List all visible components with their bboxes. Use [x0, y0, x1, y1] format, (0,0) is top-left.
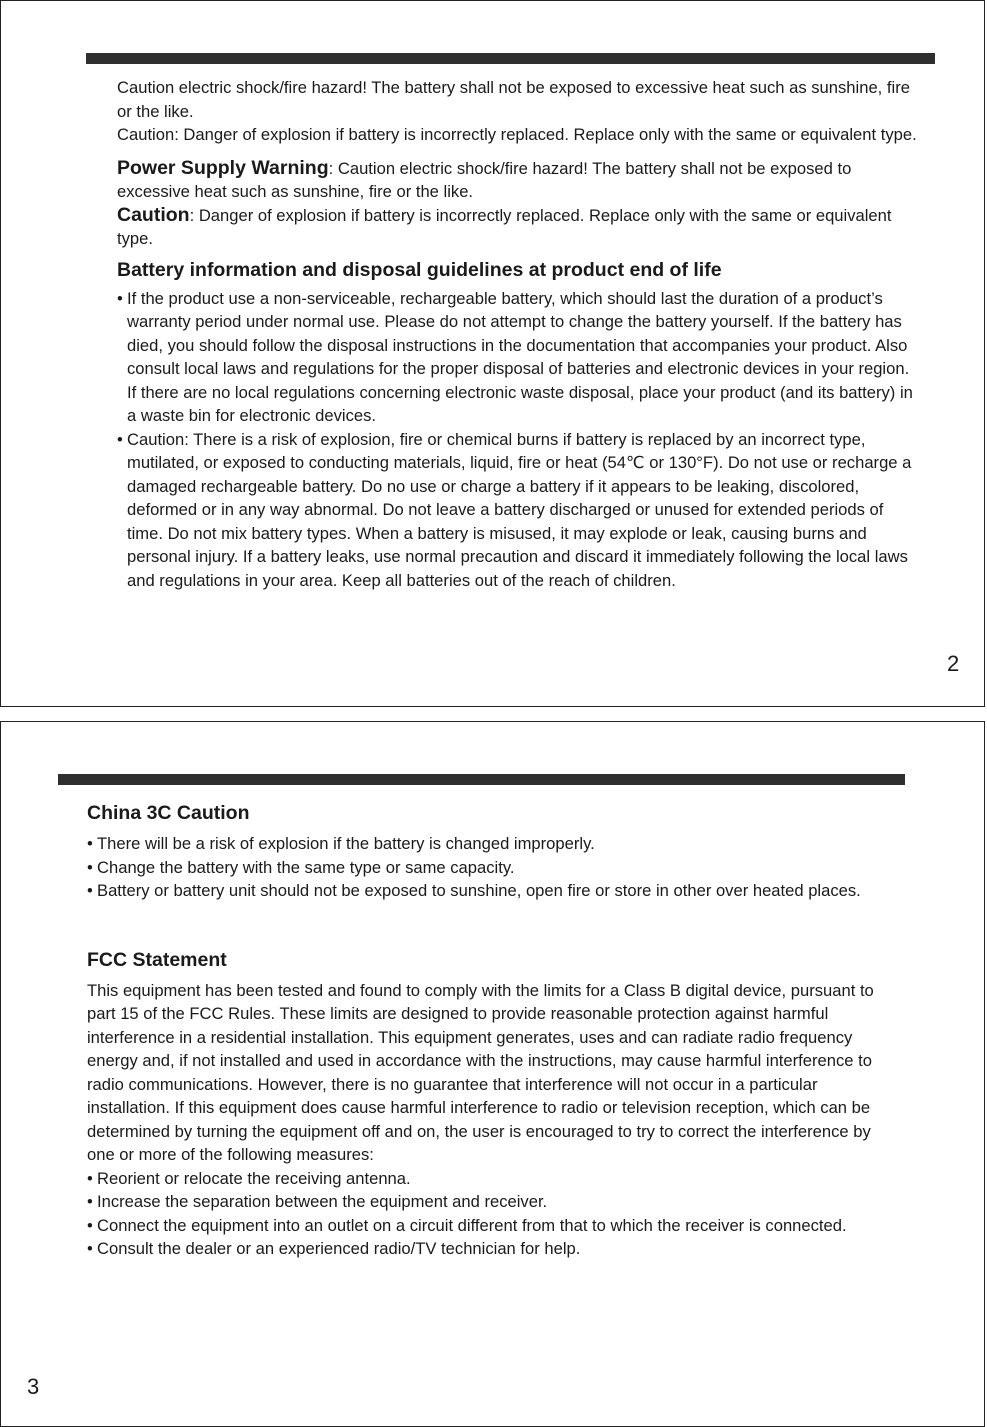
page-3-content: [87, 800, 902, 1261]
page-number: 3: [27, 1374, 40, 1399]
fcc-bullet: • Connect the equipment into an outlet on a circuit different from that to which the receiver is connected.: [87, 1214, 902, 1238]
caution-explosion-paragraph: Caution: Danger of explosion if battery is incorrectly replaced. Replace only with the same or equivalent type.: [117, 125, 917, 144]
china-bullet: • Change the battery with the same type or same capacity.: [87, 856, 902, 880]
power-supply-warning-text: Caution electric shock/fire hazard! The battery shall not be exposed to excessive heat such as sunshine, fire or the like.: [117, 158, 852, 201]
caution-shock-paragraph: Caution electric shock/fire hazard! The battery shall not be exposed to excessive heat such as sunshine, fire or the like.: [117, 78, 910, 121]
fcc-bullet: • Reorient or relocate the receiving antenna.: [87, 1167, 902, 1191]
manual-page-3: [0, 721, 985, 1427]
china-bullet: • There will be a risk of explosion if the battery is changed improperly.: [87, 832, 902, 856]
power-supply-warning-label: Power Supply Warning: [117, 156, 329, 179]
fcc-bullet: • Consult the dealer or an experienced radio/TV technician for help.: [87, 1237, 902, 1261]
caution-bold-text: Danger of explosion if battery is incorrectly replaced. Replace only with the same or equivalent type.: [117, 205, 892, 248]
fcc-heading: FCC Statement: [87, 948, 227, 971]
caution-bold-label: Caution: [117, 203, 190, 226]
china-bullet: • Battery or battery unit should not be exposed to sunshine, open fire or store in other over heated places.: [87, 879, 902, 903]
caution-bold-paragraph: [117, 204, 917, 251]
header-rule: [58, 774, 905, 785]
battery-bullet: • If the product use a non-serviceable, rechargeable battery, which should last the duration of a product’s warranty period under normal use. Please do not attempt to change the battery yourself. If the battery has died, you should follow the disposal instructions in the documentation that accompanies your product. Also consult local laws and regulations for the proper disposal of batteries and electronic devices in your region. If there are no local regulations concerning electronic waste disposal, place your product (and its battery) in a waste bin for electronic devices.: [117, 287, 917, 428]
china-3c-heading: China 3C Caution: [87, 802, 250, 824]
power-supply-warning-separator: :: [328, 158, 338, 178]
header-rule: [86, 53, 935, 64]
fcc-bullet: • Increase the separation between the equipment and receiver.: [87, 1190, 902, 1214]
caution-bold-separator: :: [189, 205, 199, 225]
power-supply-warning: [117, 157, 917, 204]
manual-page-2: [0, 0, 985, 707]
battery-info-heading: Battery information and disposal guidelines at product end of life: [117, 258, 722, 281]
fcc-paragraph: This equipment has been tested and found to comply with the limits for a Class B digital device, pursuant to part 15 of the FCC Rules. These limits are designed to provide reasonable protection against harmful interference in a residential installation. This equipment generates, uses and can radiate radio frequency energy and, if not installed and used in accordance with the instructions, may cause harmful interference to radio communications. However, there is no guarantee that interference will not occur in a particular installation. If this equipment does cause harmful interference to radio or television reception, which can be determined by turning the equipment off and on, the user is encouraged to try to correct the interference by one or more of the following measures:: [87, 980, 874, 1164]
page-2-content: [117, 76, 917, 592]
page-number: 2: [947, 651, 960, 676]
battery-bullet: • Caution: There is a risk of explosion, fire or chemical burns if battery is replaced by an incorrect type, mutilated, or exposed to conducting materials, liquid, fire or heat (54℃ or 130°F). Do not use or recharge a damaged rechargeable battery. Do no use or charge a battery if it appears to be leaking, discolored, deformed or in any way abnormal. Do not leave a battery discharged or unused for extended periods of time. Do not mix battery types. When a battery is misused, it may explode or leak, causing burns and personal injury. If a battery leaks, use normal precaution and discard it immediately following the local laws and regulations in your area. Keep all batteries out of the reach of children.: [117, 428, 917, 593]
